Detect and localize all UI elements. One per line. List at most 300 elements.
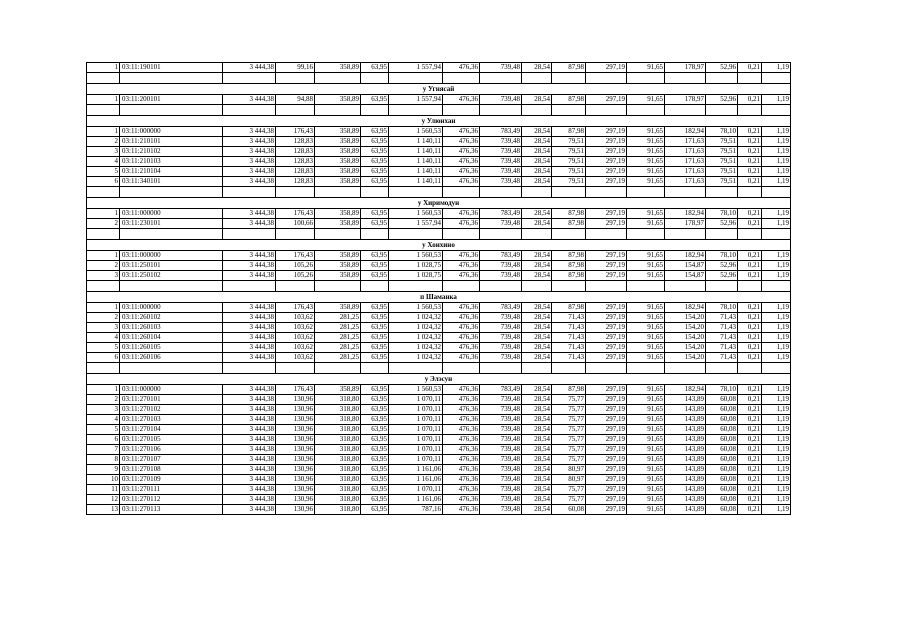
value-cell: 0,21 [738,385,762,395]
value-cell: 91,65 [627,209,665,219]
value-cell: 75,77 [552,445,586,455]
value-cell: 154,20 [665,343,706,353]
value-cell: 1 070,11 [389,405,443,415]
value-cell: 3 444,38 [223,495,276,505]
value-cell: 60,08 [706,415,738,425]
value-cell: 143,89 [665,495,706,505]
row-number: 3 [87,271,120,281]
value-cell: 28,54 [522,415,552,425]
value-cell: 171,63 [665,157,706,167]
value-cell: 1,19 [762,271,791,281]
table-row [87,465,791,475]
value-cell: 128,83 [276,137,315,147]
value-cell: 63,95 [361,167,389,177]
value-cell: 143,89 [665,415,706,425]
value-cell: 1 560,53 [389,303,443,313]
value-cell: 3 444,38 [223,385,276,395]
value-cell: 87,98 [552,251,586,261]
value-cell: 0,21 [738,251,762,261]
value-cell: 75,77 [552,455,586,465]
empty-cell [522,363,552,374]
value-cell: 28,54 [522,485,552,495]
value-cell: 281,25 [315,333,361,343]
value-cell: 3 444,38 [223,137,276,147]
value-cell: 78,10 [706,127,738,137]
cadastral-code: 03:11:200101 [120,95,223,105]
value-cell: 63,95 [361,455,389,465]
value-cell: 476,36 [443,323,480,333]
value-cell: 143,89 [665,485,706,495]
value-cell: 297,19 [586,435,627,445]
value-cell: 87,98 [552,127,586,137]
empty-cell [120,281,223,292]
value-cell: 358,89 [315,95,361,105]
value-cell: 297,19 [586,353,627,363]
empty-cell [738,105,762,116]
value-cell: 0,21 [738,147,762,157]
value-cell: 1 024,32 [389,343,443,353]
settlement-header-row [87,84,791,95]
table-row [87,251,791,261]
value-cell: 1,19 [762,313,791,323]
value-cell: 91,65 [627,395,665,405]
empty-cell [443,229,480,240]
value-cell: 787,16 [389,505,443,515]
empty-cell [586,73,627,84]
value-cell: 28,54 [522,219,552,229]
value-cell: 1 024,32 [389,313,443,323]
value-cell: 91,65 [627,465,665,475]
value-cell: 739,48 [480,167,522,177]
value-cell: 182,94 [665,251,706,261]
row-number: 3 [87,147,120,157]
value-cell: 128,83 [276,157,315,167]
value-cell: 28,54 [522,251,552,261]
value-cell: 3 444,38 [223,177,276,187]
empty-cell [738,187,762,198]
value-cell: 3 444,38 [223,303,276,313]
value-cell: 318,80 [315,405,361,415]
value-cell: 91,65 [627,405,665,415]
value-cell: 476,36 [443,505,480,515]
empty-cell [443,105,480,116]
value-cell: 75,77 [552,435,586,445]
empty-cell [480,281,522,292]
value-cell: 318,80 [315,415,361,425]
value-cell: 476,36 [443,353,480,363]
value-cell: 739,48 [480,137,522,147]
empty-cell [627,187,665,198]
value-cell: 476,36 [443,177,480,187]
empty-cell [627,73,665,84]
empty-cell [315,73,361,84]
value-cell: 0,21 [738,455,762,465]
value-cell: 1 070,11 [389,435,443,445]
table-row [87,303,791,313]
settlement-name: у Улюнхан [87,116,791,127]
value-cell: 739,48 [480,455,522,465]
value-cell: 1 560,53 [389,209,443,219]
table-row [87,157,791,167]
value-cell: 297,19 [586,385,627,395]
value-cell: 297,19 [586,219,627,229]
value-cell: 3 444,38 [223,353,276,363]
empty-cell [276,229,315,240]
cadastral-code: 03:11:270101 [120,395,223,405]
value-cell: 0,21 [738,219,762,229]
value-cell: 0,21 [738,209,762,219]
value-cell: 0,21 [738,415,762,425]
value-cell: 103,62 [276,333,315,343]
value-cell: 3 444,38 [223,405,276,415]
table-row [87,435,791,445]
value-cell: 87,98 [552,271,586,281]
cadastral-code: 03:11:270105 [120,435,223,445]
row-number: 2 [87,137,120,147]
value-cell: 476,36 [443,167,480,177]
value-cell: 1,19 [762,425,791,435]
value-cell: 0,21 [738,167,762,177]
value-cell: 476,36 [443,313,480,323]
value-cell: 297,19 [586,271,627,281]
value-cell: 1,19 [762,395,791,405]
value-cell: 28,54 [522,63,552,73]
value-cell: 3 444,38 [223,261,276,271]
empty-cell [389,229,443,240]
value-cell: 91,65 [627,251,665,261]
value-cell: 60,08 [706,495,738,505]
empty-cell [552,73,586,84]
value-cell: 1 070,11 [389,455,443,465]
value-cell: 297,19 [586,395,627,405]
value-cell: 91,65 [627,313,665,323]
value-cell: 63,95 [361,323,389,333]
cadastral-code: 03:11:270104 [120,425,223,435]
value-cell: 63,95 [361,95,389,105]
value-cell: 130,96 [276,435,315,445]
value-cell: 1 557,94 [389,63,443,73]
value-cell: 28,54 [522,343,552,353]
value-cell: 87,98 [552,385,586,395]
value-cell: 182,94 [665,209,706,219]
value-cell: 63,95 [361,505,389,515]
settlement-name: у Угнясай [87,84,791,95]
value-cell: 171,63 [665,137,706,147]
empty-cell [223,363,276,374]
value-cell: 358,89 [315,63,361,73]
empty-cell [443,73,480,84]
cadastral-code: 03:11:260106 [120,353,223,363]
row-number: 1 [87,127,120,137]
row-number: 1 [87,303,120,313]
value-cell: 154,87 [665,271,706,281]
table-row [87,261,791,271]
empty-cell [361,187,389,198]
value-cell: 1,19 [762,95,791,105]
value-cell: 91,65 [627,157,665,167]
value-cell: 128,83 [276,167,315,177]
value-cell: 739,48 [480,505,522,515]
value-cell: 281,25 [315,353,361,363]
empty-cell [706,281,738,292]
value-cell: 1,19 [762,475,791,485]
empty-cell [361,105,389,116]
value-cell: 739,48 [480,63,522,73]
value-cell: 143,89 [665,475,706,485]
value-cell: 52,96 [706,261,738,271]
value-cell: 28,54 [522,261,552,271]
empty-cell [276,281,315,292]
value-cell: 3 444,38 [223,95,276,105]
value-cell: 739,48 [480,475,522,485]
value-cell: 739,48 [480,465,522,475]
empty-cell [361,229,389,240]
value-cell: 154,20 [665,323,706,333]
value-cell: 0,21 [738,137,762,147]
value-cell: 171,63 [665,147,706,157]
cadastral-code: 03:11:260103 [120,323,223,333]
value-cell: 358,89 [315,127,361,137]
value-cell: 739,48 [480,261,522,271]
cadastral-code: 03:11:270106 [120,445,223,455]
value-cell: 1 024,32 [389,333,443,343]
row-number: 2 [87,395,120,405]
cadastral-code: 03:11:000000 [120,303,223,313]
value-cell: 79,51 [552,147,586,157]
empty-cell [361,281,389,292]
value-cell: 1,19 [762,505,791,515]
value-cell: 75,77 [552,395,586,405]
value-cell: 476,36 [443,303,480,313]
value-cell: 297,19 [586,445,627,455]
value-cell: 739,48 [480,425,522,435]
value-cell: 91,65 [627,63,665,73]
empty-cell [706,187,738,198]
value-cell: 476,36 [443,455,480,465]
value-cell: 358,89 [315,137,361,147]
value-cell: 476,36 [443,219,480,229]
value-cell: 80,97 [552,475,586,485]
empty-cell [706,73,738,84]
empty-cell [665,105,706,116]
value-cell: 130,96 [276,485,315,495]
cadastral-code: 03:11:260105 [120,343,223,353]
value-cell: 178,97 [665,95,706,105]
value-cell: 91,65 [627,303,665,313]
value-cell: 171,63 [665,167,706,177]
value-cell: 318,80 [315,465,361,475]
spacer-row [87,229,791,240]
value-cell: 80,97 [552,465,586,475]
value-cell: 297,19 [586,303,627,313]
value-cell: 476,36 [443,405,480,415]
value-cell: 358,89 [315,261,361,271]
row-number: 3 [87,323,120,333]
empty-cell [586,229,627,240]
value-cell: 71,43 [552,333,586,343]
empty-cell [762,73,791,84]
value-cell: 28,54 [522,303,552,313]
value-cell: 1,19 [762,167,791,177]
value-cell: 1,19 [762,219,791,229]
value-cell: 28,54 [522,167,552,177]
value-cell: 143,89 [665,405,706,415]
table-row [87,167,791,177]
settlement-header-row [87,374,791,385]
settlement-header-row [87,240,791,251]
value-cell: 783,49 [480,127,522,137]
value-cell: 103,62 [276,313,315,323]
value-cell: 297,19 [586,343,627,353]
value-cell: 91,65 [627,425,665,435]
value-cell: 318,80 [315,445,361,455]
empty-cell [389,105,443,116]
value-cell: 63,95 [361,261,389,271]
value-cell: 297,19 [586,147,627,157]
empty-cell [552,105,586,116]
table-row [87,271,791,281]
table-row [87,455,791,465]
value-cell: 0,21 [738,505,762,515]
value-cell: 476,36 [443,485,480,495]
value-cell: 91,65 [627,219,665,229]
value-cell: 3 444,38 [223,333,276,343]
value-cell: 476,36 [443,95,480,105]
value-cell: 79,51 [706,137,738,147]
empty-cell [120,73,223,84]
value-cell: 739,48 [480,323,522,333]
value-cell: 91,65 [627,271,665,281]
value-cell: 1 024,32 [389,353,443,363]
row-number: 8 [87,455,120,465]
value-cell: 130,96 [276,415,315,425]
empty-cell [443,363,480,374]
value-cell: 91,65 [627,333,665,343]
value-cell: 143,89 [665,435,706,445]
value-cell: 476,36 [443,127,480,137]
empty-cell [762,105,791,116]
value-cell: 476,36 [443,425,480,435]
cadastral-code: 03:11:210101 [120,137,223,147]
value-cell: 75,77 [552,415,586,425]
value-cell: 3 444,38 [223,209,276,219]
value-cell: 0,21 [738,333,762,343]
value-cell: 79,51 [706,177,738,187]
value-cell: 105,26 [276,261,315,271]
cadastral-code: 03:11:270113 [120,505,223,515]
value-cell: 87,98 [552,219,586,229]
value-cell: 1 140,11 [389,147,443,157]
value-cell: 130,96 [276,405,315,415]
value-cell: 1 070,11 [389,445,443,455]
value-cell: 79,51 [706,157,738,167]
empty-cell [87,229,120,240]
value-cell: 297,19 [586,63,627,73]
empty-cell [738,229,762,240]
settlement-header-row [87,292,791,303]
value-cell: 28,54 [522,465,552,475]
empty-cell [389,281,443,292]
value-cell: 143,89 [665,445,706,455]
value-cell: 60,08 [706,465,738,475]
value-cell: 63,95 [361,209,389,219]
table-row [87,405,791,415]
value-cell: 297,19 [586,455,627,465]
cadastral-code: 03:11:270111 [120,485,223,495]
value-cell: 783,49 [480,209,522,219]
value-cell: 297,19 [586,167,627,177]
empty-cell [276,105,315,116]
spacer-row [87,105,791,116]
value-cell: 130,96 [276,495,315,505]
value-cell: 130,96 [276,395,315,405]
empty-cell [480,73,522,84]
value-cell: 28,54 [522,495,552,505]
row-number: 1 [87,209,120,219]
cadastral-code: 03:11:270112 [120,495,223,505]
empty-cell [223,281,276,292]
value-cell: 28,54 [522,271,552,281]
value-cell: 783,49 [480,303,522,313]
value-cell: 1,19 [762,323,791,333]
cadastral-code: 03:11:270108 [120,465,223,475]
value-cell: 91,65 [627,137,665,147]
value-cell: 358,89 [315,385,361,395]
value-cell: 3 444,38 [223,415,276,425]
table-row [87,343,791,353]
value-cell: 63,95 [361,303,389,313]
value-cell: 63,95 [361,435,389,445]
cadastral-code: 03:11:210102 [120,147,223,157]
empty-cell [627,363,665,374]
value-cell: 154,20 [665,333,706,343]
value-cell: 79,51 [706,147,738,157]
value-cell: 297,19 [586,251,627,261]
value-cell: 3 444,38 [223,127,276,137]
value-cell: 91,65 [627,475,665,485]
value-cell: 60,08 [706,425,738,435]
value-cell: 318,80 [315,455,361,465]
value-cell: 739,48 [480,177,522,187]
empty-cell [552,229,586,240]
value-cell: 0,21 [738,127,762,137]
value-cell: 178,97 [665,219,706,229]
value-cell: 28,54 [522,323,552,333]
value-cell: 60,08 [706,445,738,455]
settlement-header-row [87,116,791,127]
value-cell: 3 444,38 [223,475,276,485]
value-cell: 297,19 [586,127,627,137]
value-cell: 52,96 [706,63,738,73]
value-cell: 358,89 [315,303,361,313]
value-cell: 176,43 [276,127,315,137]
row-number: 1 [87,251,120,261]
value-cell: 739,48 [480,147,522,157]
row-number: 5 [87,343,120,353]
row-number: 5 [87,425,120,435]
value-cell: 476,36 [443,261,480,271]
value-cell: 1,19 [762,303,791,313]
value-cell: 78,10 [706,209,738,219]
cadastral-code: 03:11:270103 [120,415,223,425]
value-cell: 63,95 [361,137,389,147]
value-cell: 739,48 [480,495,522,505]
value-cell: 739,48 [480,435,522,445]
table-row [87,333,791,343]
value-cell: 3 444,38 [223,323,276,333]
empty-cell [443,187,480,198]
value-cell: 0,21 [738,63,762,73]
